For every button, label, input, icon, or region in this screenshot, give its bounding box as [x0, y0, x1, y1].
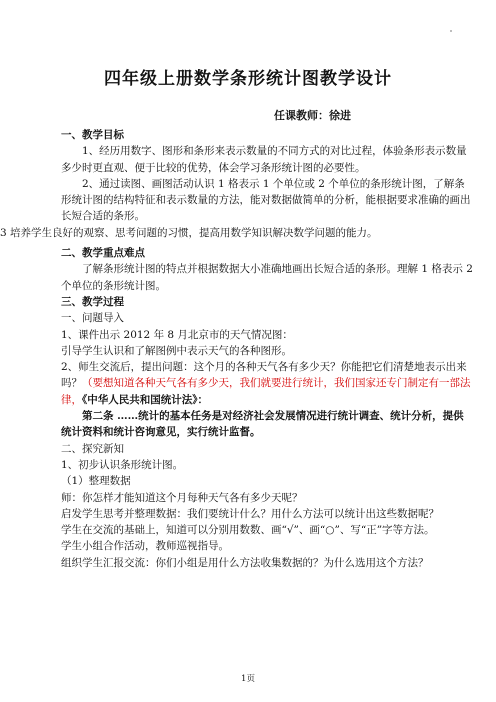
explore-line-6: 学生小组合作活动，教师巡视指导。 — [61, 540, 229, 553]
subheading-explore: 二、探究新知 — [61, 442, 124, 455]
intro-question: 2、师生交流后，提出问题：这个月的各种天气各有多少天？你能把它们清楚地表示出来吗？ — [61, 361, 467, 390]
page-mark — [450, 30, 452, 32]
law-article: 第二条 ……统计的基本任务是对经济社会发展情况进行统计调查、统计分析，提供统计资料和统计咨询意见，实行统计监督。 — [61, 410, 464, 439]
subheading-intro: 一、问题导入 — [61, 312, 124, 325]
document-title: 四年级上册数学条形统计图教学设计 — [104, 69, 392, 89]
section-heading-keypoints: 二、教学重点难点 — [61, 247, 145, 260]
objective-3: 3 培养学生良好的观察、思考问题的习惯，提高用数学知识解决数学问题的能力。 — [0, 226, 378, 239]
explore-line-4: 启发学生思考并整理数据：我们要统计什么？用什么方法可以统计出这些数据呢？ — [61, 507, 439, 520]
explore-line-5: 学生在交流的基础上，知道可以分别用数数、画“√”、画“○”、写“正”字等方法。 — [61, 524, 435, 537]
law-name: 《中华人民共和国统计法》： — [82, 393, 208, 406]
explore-line-7: 组织学生汇报交流：你们小组是用什么方法收集数据的？为什么选用这个方法？ — [61, 556, 429, 569]
intro-line-3 — [61, 359, 473, 408]
explore-line-1: 1、初步认识条形统计图。 — [61, 458, 184, 471]
explore-line-2: （1）整理数据 — [61, 475, 131, 488]
intro-line-1: 1、课件出示 2012 年 8 月北京市的天气情况图： — [61, 328, 293, 341]
document-body — [0, 127, 473, 571]
section-heading-process: 三、教学过程 — [61, 295, 124, 308]
section-heading-objectives: 一、教学目标 — [61, 129, 124, 141]
explore-line-3: 师：你怎样才能知道这个月每种天气各有多少天呢？ — [61, 491, 303, 504]
objective-1: 1、经历用数字、图形和条形来表示数量的不同方式的对比过程，体验条形表示数量多少时更直观、便于比较的优势，体会学习条形统计图的必要性。 — [61, 145, 467, 174]
keypoints-text: 了解条形统计图的特点并根据数据大小准确地画出长短合适的条形。理解 1 格表示 2 个单位的条形统计图。 — [61, 263, 473, 292]
intro-note-red: （要想知道各种天气各有多少天，我们就要进行统计，我们国家还专门制定有一部法律， — [61, 377, 471, 406]
teacher-line: 任课教师：徐进 — [274, 109, 351, 122]
page-number: 1页 — [241, 674, 255, 684]
objective-2: 2、通过读图、画图活动认识 1 格表示 1 个单位或 2 个单位的条形统计图，了解条形统计图的结构特征和表示数量的方法，能对数据做简单的分析，能根据要求准确的画出长短合适的条形。 — [61, 177, 471, 223]
intro-line-2: 引导学生认识和了解图例中表示天气的各种图形。 — [61, 344, 292, 357]
